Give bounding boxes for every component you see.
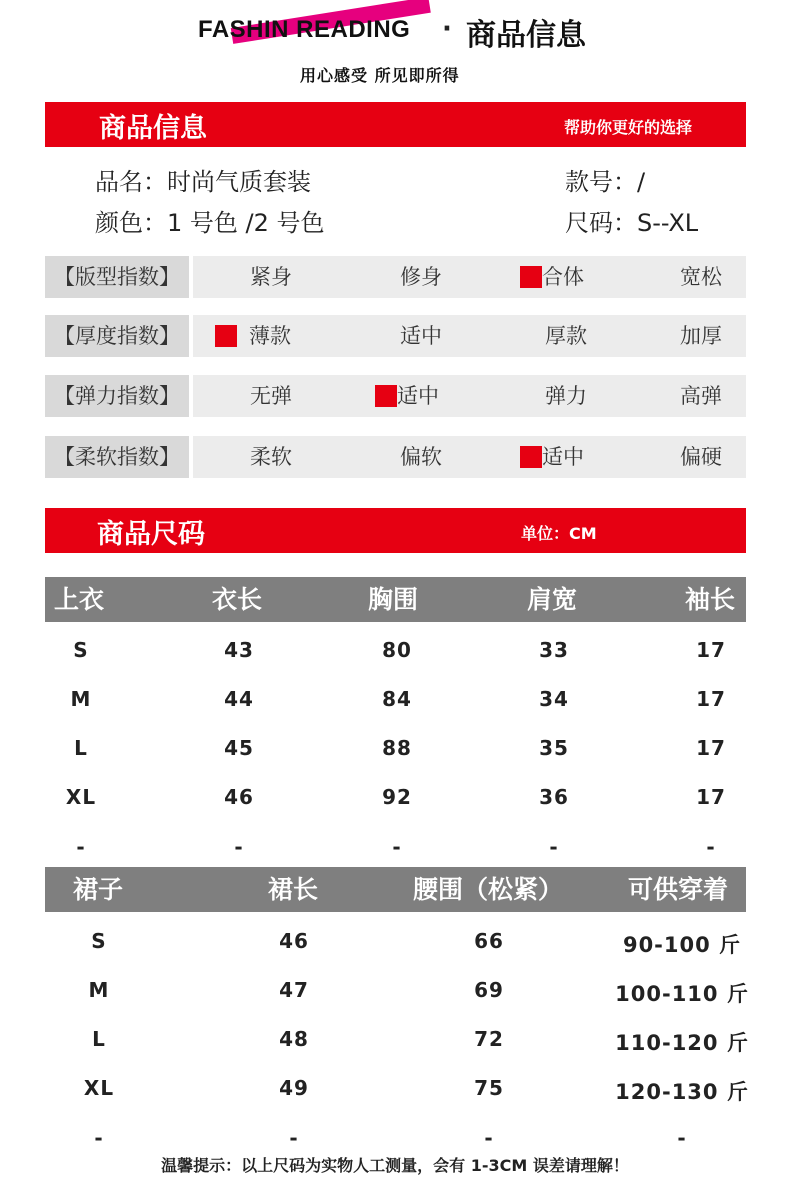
skirt-table-cell: M — [88, 978, 110, 1002]
index-option-label: 柔软 — [250, 445, 292, 469]
top-table-cell: M — [70, 687, 92, 711]
top-table-cell: 36 — [539, 785, 569, 809]
index-label: 【厚度指数】 — [45, 315, 189, 357]
top-table-cell: XL — [65, 785, 97, 809]
index-row — [45, 436, 746, 478]
selected-marker-icon — [215, 325, 237, 347]
skirt-table-cell: 69 — [474, 978, 504, 1002]
top-table-cell: 45 — [224, 736, 254, 760]
skirt-table-cell: 120-130 斤 — [615, 1080, 749, 1104]
skirt-table-cell: 47 — [279, 978, 309, 1002]
index-option-label: 修身 — [400, 265, 442, 289]
product-name: 品名：时尚气质套装 — [95, 168, 311, 196]
skirt-table-cell: 90-100 斤 — [622, 933, 742, 957]
index-option-label: 宽松 — [680, 265, 722, 289]
size-unit: 单位：CM — [521, 524, 597, 543]
skirt-table-cell: 66 — [474, 929, 504, 953]
top-header-cell: 上衣 — [54, 585, 105, 614]
top-table-cell: 80 — [382, 638, 412, 662]
index-option-label: 弹力 — [545, 384, 587, 408]
style-number: 款号：/ — [565, 168, 646, 196]
index-option — [680, 315, 722, 357]
index-option-label: 偏软 — [400, 445, 442, 469]
top-table-cell: 84 — [382, 687, 412, 711]
skirt-table-cell: 48 — [279, 1027, 309, 1051]
index-label: 【版型指数】 — [45, 256, 189, 298]
top-table-cell: 17 — [696, 638, 726, 662]
index-label: 【柔软指数】 — [45, 436, 189, 478]
top-table-cell: 35 — [539, 736, 569, 760]
top-header-cell: 肩宽 — [527, 585, 578, 614]
skirt-table-cell: 100-110 斤 — [615, 982, 749, 1006]
index-option — [520, 436, 584, 478]
skirt-table-cell: 75 — [474, 1076, 504, 1100]
index-option-label: 适中 — [397, 384, 439, 408]
skirt-table-cell: 49 — [279, 1076, 309, 1100]
index-row — [45, 375, 746, 417]
index-option — [250, 375, 292, 417]
measurement-note: 温馨提示：以上尺码为实物人工测量，会有 1-3CM 误差请理解！ — [161, 1156, 629, 1175]
top-header-cell: 袖长 — [685, 585, 736, 614]
index-option — [545, 315, 587, 357]
product-size-range: 尺码：S--XL — [565, 209, 699, 237]
skirt-table-header — [45, 867, 746, 912]
product-info-banner — [45, 102, 746, 147]
slogan: 用心感受 所见即所得 — [300, 66, 460, 85]
index-option — [520, 256, 584, 298]
top-table-header — [45, 577, 746, 622]
top-table-cell: - — [706, 835, 716, 859]
top-table-cell: 17 — [696, 785, 726, 809]
brand-separator-dot: · — [442, 14, 452, 44]
selected-marker-icon — [375, 385, 397, 407]
top-header-cell: 胸围 — [368, 585, 419, 614]
top-table-cell: S — [73, 638, 89, 662]
index-option-label: 薄款 — [249, 324, 291, 348]
index-option-label: 紧身 — [250, 265, 292, 289]
brand-title-english: FASHIN READING — [198, 16, 411, 43]
index-option — [400, 256, 442, 298]
index-option — [400, 315, 442, 357]
size-banner — [45, 508, 746, 553]
skirt-table-cell: 110-120 斤 — [615, 1031, 749, 1055]
index-option — [680, 436, 722, 478]
skirt-table-cell: - — [484, 1126, 494, 1150]
index-option-label: 适中 — [400, 324, 442, 348]
product-color: 颜色：1 号色 /2 号色 — [95, 209, 325, 237]
index-option-label: 偏硬 — [680, 445, 722, 469]
top-table-cell: 33 — [539, 638, 569, 662]
selected-marker-icon — [520, 266, 542, 288]
index-option — [250, 436, 292, 478]
index-option-label: 合体 — [542, 265, 584, 289]
skirt-table-cell: - — [94, 1126, 104, 1150]
top-table-cell: - — [234, 835, 244, 859]
top-table-cell: - — [549, 835, 559, 859]
selected-marker-icon — [520, 446, 542, 468]
top-table-cell: 43 — [224, 638, 254, 662]
top-table-cell: 17 — [696, 687, 726, 711]
index-option — [250, 256, 292, 298]
index-option-label: 无弹 — [250, 384, 292, 408]
top-table-cell: 17 — [696, 736, 726, 760]
index-option — [400, 436, 442, 478]
top-table-cell: - — [76, 835, 86, 859]
top-table-cell: L — [74, 736, 88, 760]
brand-title-chinese: 商品信息 — [466, 18, 586, 53]
top-table-cell: - — [392, 835, 402, 859]
product-info-subtitle: 帮助你更好的选择 — [564, 118, 693, 137]
top-table-cell: 46 — [224, 785, 254, 809]
top-table-cell: 44 — [224, 687, 254, 711]
index-option — [215, 315, 291, 357]
skirt-table-cell: XL — [83, 1076, 115, 1100]
index-option-label: 厚款 — [545, 324, 587, 348]
product-info-title: 商品信息 — [99, 113, 207, 144]
skirt-header-cell: 可供穿着 — [628, 875, 729, 904]
skirt-header-cell: 腰围（松紧） — [413, 875, 564, 904]
top-table-cell: 88 — [382, 736, 412, 760]
index-option — [545, 375, 587, 417]
skirt-table-cell: L — [92, 1027, 106, 1051]
skirt-table-cell: 72 — [474, 1027, 504, 1051]
index-option-label: 适中 — [542, 445, 584, 469]
top-header-cell: 衣长 — [212, 585, 263, 614]
index-option — [680, 375, 722, 417]
skirt-table-cell: 46 — [279, 929, 309, 953]
top-table-cell: 34 — [539, 687, 569, 711]
index-row — [45, 315, 746, 357]
skirt-table-cell: S — [91, 929, 107, 953]
index-label: 【弹力指数】 — [45, 375, 189, 417]
skirt-table-cell: - — [289, 1126, 299, 1150]
index-option — [375, 375, 439, 417]
size-title: 商品尺码 — [97, 519, 205, 550]
index-row — [45, 256, 746, 298]
index-option-label: 加厚 — [680, 324, 722, 348]
skirt-header-cell: 裙长 — [268, 875, 319, 904]
skirt-header-cell: 裙子 — [73, 875, 124, 904]
skirt-table-cell: - — [677, 1126, 687, 1150]
index-option-label: 高弹 — [680, 384, 722, 408]
top-table-cell: 92 — [382, 785, 412, 809]
index-option — [680, 256, 722, 298]
